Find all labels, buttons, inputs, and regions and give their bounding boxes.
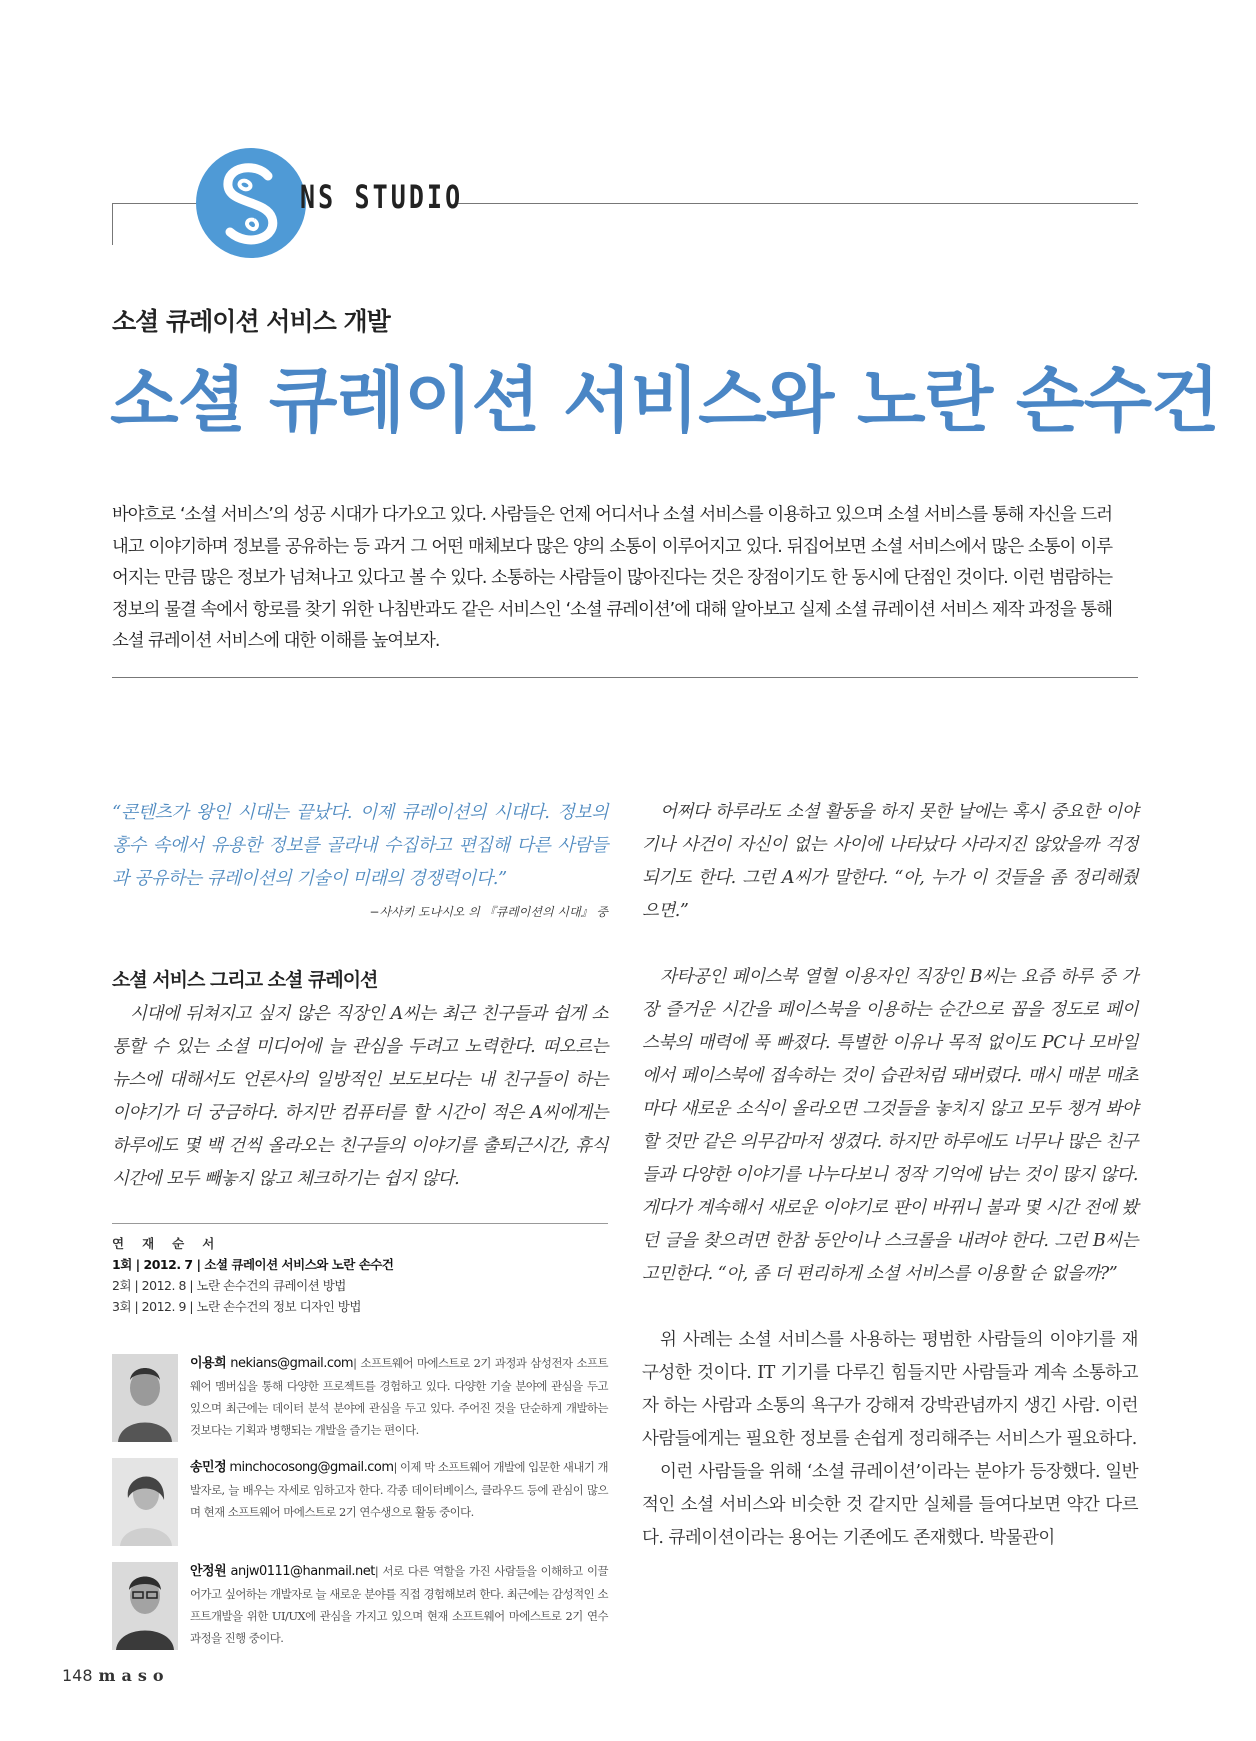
quote-source: −사사키 도나시오 의 『큐레이션의 시대』 중: [369, 905, 608, 919]
page-footer: [62, 1666, 170, 1685]
left-body-text: [112, 998, 608, 1196]
author-name: 송민정: [190, 1460, 227, 1475]
author-name: 이용희: [190, 1356, 227, 1371]
author-bio: 소프트웨어 마에스트로 2기 과정과 삼성전자 소프트웨어 멤버십을 통해 다양한 프로젝트를 경험하고 있다. 다양한 기술 분야에 관심을 두고 있으며 최근에는 데이터 분석 분야에 관심을 두고 있다. 주어진 것을 단순하게 개발하는 것보다는 기획과 병행되는 개발을 즐기는 편이다.: [190, 1356, 608, 1437]
author-info: 안정원 anjw0111@hanmail.net| 서로 다른 역할을 가진 사람들을 이해하고 이끌어가고 싶어하는 개발자로 늘 새로운 분야를 직접 경험해보려 한다. 최근에는 감성적인 소프트개발을 위한 UI/UX에 관심을 가지고 있으며 현재 소프트웨어 마에스트로 2기 연수 과정을 진행 중이다.: [190, 1564, 608, 1645]
series-item: 3회 | 2012. 9 | 노란 손수건의 정보 디자인 방법: [112, 1299, 361, 1314]
section-logo-text: NS STUDIO: [300, 178, 464, 216]
author-info: 송민정 minchocosong@gmail.com| 이제 막 소프트웨어 개발에 입문한 새내기 개발자로, 늘 배우는 자세로 임하고자 한다. 각종 데이터베이스, 클라우드 등에 관심이 많으며 현재 소프트웨어 마에스트로 2기 연수생으로 활동 중이다.: [190, 1460, 608, 1519]
right-paragraph: 자타공인 페이스북 열혈 이용자인 직장인 B씨는 요즘 하루 중 가장 즐거운 시간을 페이스북을 이용하는 순간으로 꼽을 정도로 페이스북의 매력에 푹 빠졌다. 특별한 이유나 목적 없이도 PC나 모바일에서 페이스북에 접속하는 것이 습관처럼 돼버렸다. 매시 매분 매초마다 새로운 소식이 올라오면 그것들을 놓치지 않고 모두 챙겨 봐야할 것만 같은 의무감마저 생겼다. 하지만 하루에도 너무나 많은 친구들과 다양한 이야기를 나누다보니 정작 기억에 남는 것이 많지 않다. 게다가 계속해서 새로운 이야기로 판이 바뀌니 불과 몇 시간 전에 봤던 글을 찾으려면 한참 동안이나 스크롤을 내려야 한다. 그런 B씨는 고민한다. “아, 좀 더 편리하게 소셜 서비스를 이용할 순 없을까?”: [642, 967, 1138, 1284]
article-title: 소셜 큐레이션 서비스와 노란 손수건: [110, 359, 1219, 442]
series-item: 2회 | 2012. 8 | 노란 손수건의 큐레이션 방법: [112, 1278, 346, 1293]
author-photo: [112, 1562, 178, 1650]
right-paragraph: 이런 사람들을 위해 ‘소셜 큐레이션’이라는 분야가 등장했다. 일반적인 소셜 서비스와 비슷한 것 같지만 실체를 들여다보면 약간 다르다. 큐레이션이라는 용어는 기존에도 존재했다. 박물관이: [642, 1462, 1138, 1548]
series-title: 연재순서: [112, 1236, 233, 1251]
logo-letter: S: [251, 218, 252, 219]
author-photo: [112, 1354, 178, 1442]
author-profile: [112, 1352, 608, 1444]
sns-studio-logo-icon: [196, 148, 306, 258]
author-info: 이용희 nekians@gmail.com| 소프트웨어 마에스트로 2기 과정과 삼성전자 소프트웨어 멤버십을 통해 다양한 프로젝트를 경험하고 있다. 다양한 기술 분야에 관심을 두고 있으며 최근에는 데이터 분석 분야에 관심을 두고 있다. 주어진 것을 단순하게 개발하는 것보다는 기획과 병행되는 개발을 즐기는 편이다.: [190, 1356, 608, 1437]
magazine-name: maso: [98, 1666, 170, 1685]
author-email: nekians@gmail.com: [230, 1356, 354, 1371]
pull-quote: “콘텐츠가 왕인 시대는 끝났다. 이제 큐레이션의 시대다. 정보의 홍수 속에서 유용한 정보를 골라내 수집하고 편집해 다른 사람들과 공유하는 큐레이션의 기술이 미래의 경쟁력이다.”: [112, 802, 608, 889]
author-profile: [112, 1560, 608, 1652]
right-body-text: [642, 796, 1138, 1555]
article-intro: 바야흐로 ‘소셜 서비스’의 성공 시대가 다가오고 있다. 사람들은 언제 어디서나 소셜 서비스를 이용하고 있으며 소셜 서비스를 통해 자신을 드러내고 이야기하며 정보를 공유하는 등 과거 그 어떤 매체보다 많은 양의 소통이 이루어지고 있다. 뒤집어보면 소셜 서비스에서 많은 소통이 이루어지는 만큼 많은 정보가 넘쳐나고 있다고 볼 수 있다. 소통하는 사람들이 많아진다는 것은 장점이기도 한 동시에 단점인 것이다. 이런 범람하는 정보의 물결 속에서 항로를 찾기 위한 나침반과도 같은 서비스인 ‘소셜 큐레이션’에 대해 알아보고 실제 소셜 큐레이션 서비스 제작 과정을 통해 소셜 큐레이션 서비스에 대한 이해를 높여보자.: [112, 505, 1112, 651]
author-bio: 이제 막 소프트웨어 개발에 입문한 새내기 개발자로, 늘 배우는 자세로 임하고자 한다. 각종 데이터베이스, 클라우드 등에 관심이 많으며 현재 소프트웨어 마에스트로 2기 연수생으로 활동 중이다.: [190, 1460, 608, 1519]
article-subtitle: 소셜 큐레이션 서비스 개발: [112, 307, 390, 336]
left-paragraph: 시대에 뒤쳐지고 싶지 않은 직장인 A씨는 최근 친구들과 쉽게 소통할 수 있는 소셜 미디어에 늘 관심을 두려고 노력한다. 떠오르는 뉴스에 대해서도 언론사의 일방적인 보도보다는 내 친구들이 하는 이야기가 더 궁금하다. 하지만 컴퓨터를 할 시간이 적은 A씨에게는 하루에도 몇 백 건씩 올라오는 친구들의 이야기를 출퇴근시간, 휴식시간에 모두 빼놓지 않고 체크하기는 쉽지 않다.: [112, 1004, 608, 1189]
author-email: anjw0111@hanmail.net: [230, 1564, 375, 1579]
author-profile: [112, 1456, 608, 1548]
right-paragraph: 위 사례는 소셜 서비스를 사용하는 평범한 사람들의 이야기를 재구성한 것이다. IT 기기를 다루긴 힘들지만 사람들과 계속 소통하고자 하는 사람과 소통의 욕구가 강해져 강박관념까지 생긴 사람. 이런 사람들에게는 필요한 정보를 손쉽게 정리해주는 서비스가 필요하다.: [642, 1330, 1138, 1449]
page-number: 148: [62, 1666, 93, 1685]
section-heading: 소셜 서비스 그리고 소셜 큐레이션: [112, 969, 378, 991]
series-divider-top: [112, 1223, 608, 1224]
series-order-box: [112, 1233, 608, 1317]
author-bio: 서로 다른 역할을 가진 사람들을 이해하고 이끌어가고 싶어하는 개발자로 늘 새로운 분야를 직접 경험해보려 한다. 최근에는 감성적인 소프트개발을 위한 UI/UX에 관심을 가지고 있으며 현재 소프트웨어 마에스트로 2기 연수 과정을 진행 중이다.: [190, 1564, 608, 1645]
author-email: minchocosong@gmail.com: [229, 1460, 394, 1475]
author-name: 안정원: [190, 1564, 227, 1579]
author-photo: [112, 1458, 178, 1546]
header-rule-left: [112, 203, 197, 204]
header-rule-vertical: [112, 203, 113, 245]
right-paragraph: 어쩌다 하루라도 소셜 활동을 하지 못한 날에는 혹시 중요한 이야기나 사건이 자신이 없는 사이에 나타났다 사라지진 않았을까 걱정되기도 한다. 그런 A씨가 말한다. “아, 누가 이 것들을 좀 정리해줬으면.”: [642, 802, 1138, 921]
series-item-current: 1회 | 2012. 7 | 소셜 큐레이션 서비스와 노란 손수건: [112, 1257, 394, 1272]
intro-divider: [112, 677, 1138, 678]
header-rule-right: [458, 203, 1138, 204]
